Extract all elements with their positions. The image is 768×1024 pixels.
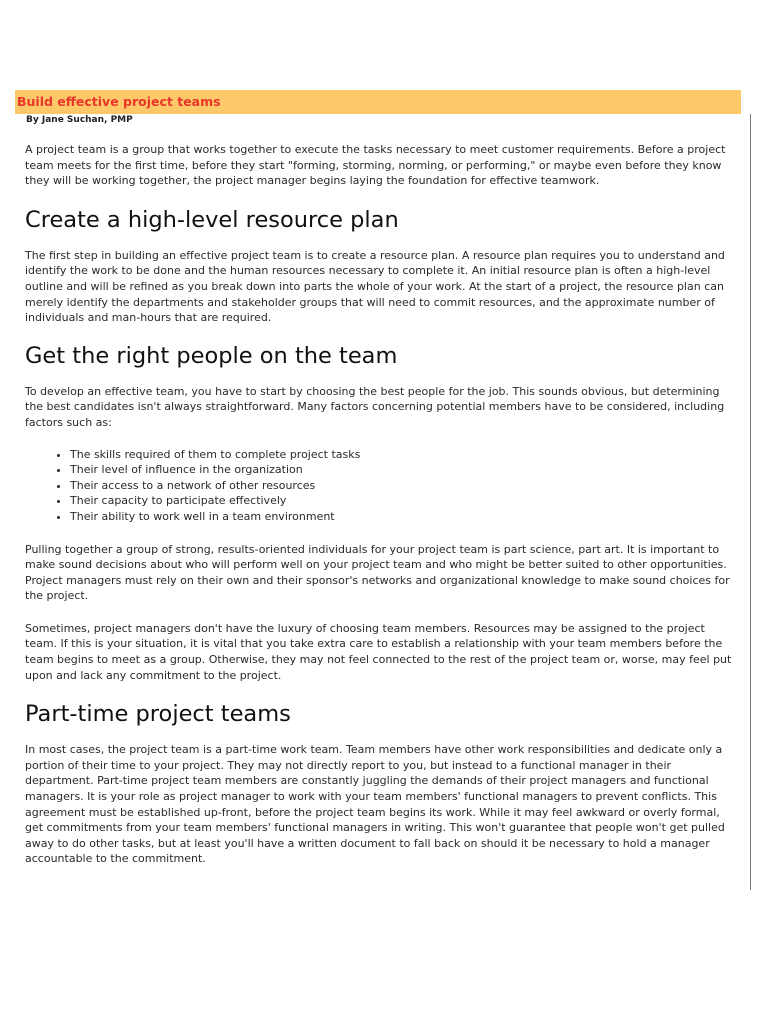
resource-plan-paragraph: The first step in building an effective project team is to create a resource plan. A resource plan requires you to understand and identify the work to be done and the human resources necessary to complete it. An initial resource plan is often a high-level outline and will be refined as you break down into parts the whole of your work. At the start of a project, the resource plan can merely identify the departments and stakeholder groups that will need to commit resources, and the approximate number of individuals and man-hours that are required. — [25, 248, 725, 325]
right-edge-rule — [750, 114, 751, 890]
right-people-paragraph-1: To develop an effective team, you have to start by choosing the best people for the job. This sounds obvious, but determining the best candidates isn't always straightforward. Many factors concerning potential members have to be considered, including factors such as: — [25, 384, 725, 429]
list-item: • Their access to a network of other resources — [70, 478, 737, 494]
section-heading-part-time: Part-time project teams — [25, 701, 291, 728]
section-heading-resource-plan: Create a high-level resource plan — [25, 206, 399, 233]
section-heading-right-people: Get the right people on the team — [25, 342, 398, 369]
article-title-bar — [15, 90, 741, 114]
list-item: • The skills required of them to complete project tasks — [70, 447, 737, 463]
intro-paragraph: A project team is a group that works together to execute the tasks necessary to meet customer requirements. Before a project team meets for the first time, before they start "forming, storming, norming, or performing," or maybe even before they know they will be working together, the project manager begins laying the foundation for effective teamwork. — [25, 143, 726, 188]
right-people-paragraph-2: Pulling together a group of strong, results-oriented individuals for your project team is part science, part art. It is important to make sound decisions about who will perform well on your project team and who might be better suited to other opportunities. Project managers must rely on their own and their sponsor's networks and organizational knowledge to make sound choices for the project. — [25, 542, 730, 603]
list-item: • Their level of influence in the organization — [70, 462, 737, 478]
list-item: • Their ability to work well in a team environment — [70, 509, 737, 525]
team-factors-list — [25, 447, 737, 525]
list-item: • Their capacity to participate effectively — [70, 493, 737, 509]
article-byline: By Jane Suchan, PMP — [26, 115, 133, 125]
part-time-paragraph: In most cases, the project team is a part-time work team. Team members have other work responsibilities and dedicate only a portion of their time to your project. They may not directly report to you, but instead to a functional manager in their department. Part-time project team members are constantly juggling the demands of their project managers and functional managers. It is your role as project manager to work with your team members' functional managers to prevent conflicts. This agreement must be established up-front, before the project team begins its work. While it may feel awkward or overly formal, get commitments from your team members' functional managers in writing. This won't guarantee that people won't get pulled away to do other tasks, but at least you'll have a written document to fall back on should it be necessary to hold a manager accountable to the commitment. — [25, 743, 725, 866]
right-people-paragraph-3: Sometimes, project managers don't have the luxury of choosing team members. Resources may be assigned to the project team. If this is your situation, it is vital that you take extra care to establish a relationship with your team members before the team begins to meet as a group. Otherwise, they may not feel connected to the rest of the project team or, worse, may feel put upon and lack any commitment to the project. — [25, 621, 732, 682]
article-title: Build effective project teams — [17, 94, 221, 109]
article-body — [25, 142, 737, 867]
